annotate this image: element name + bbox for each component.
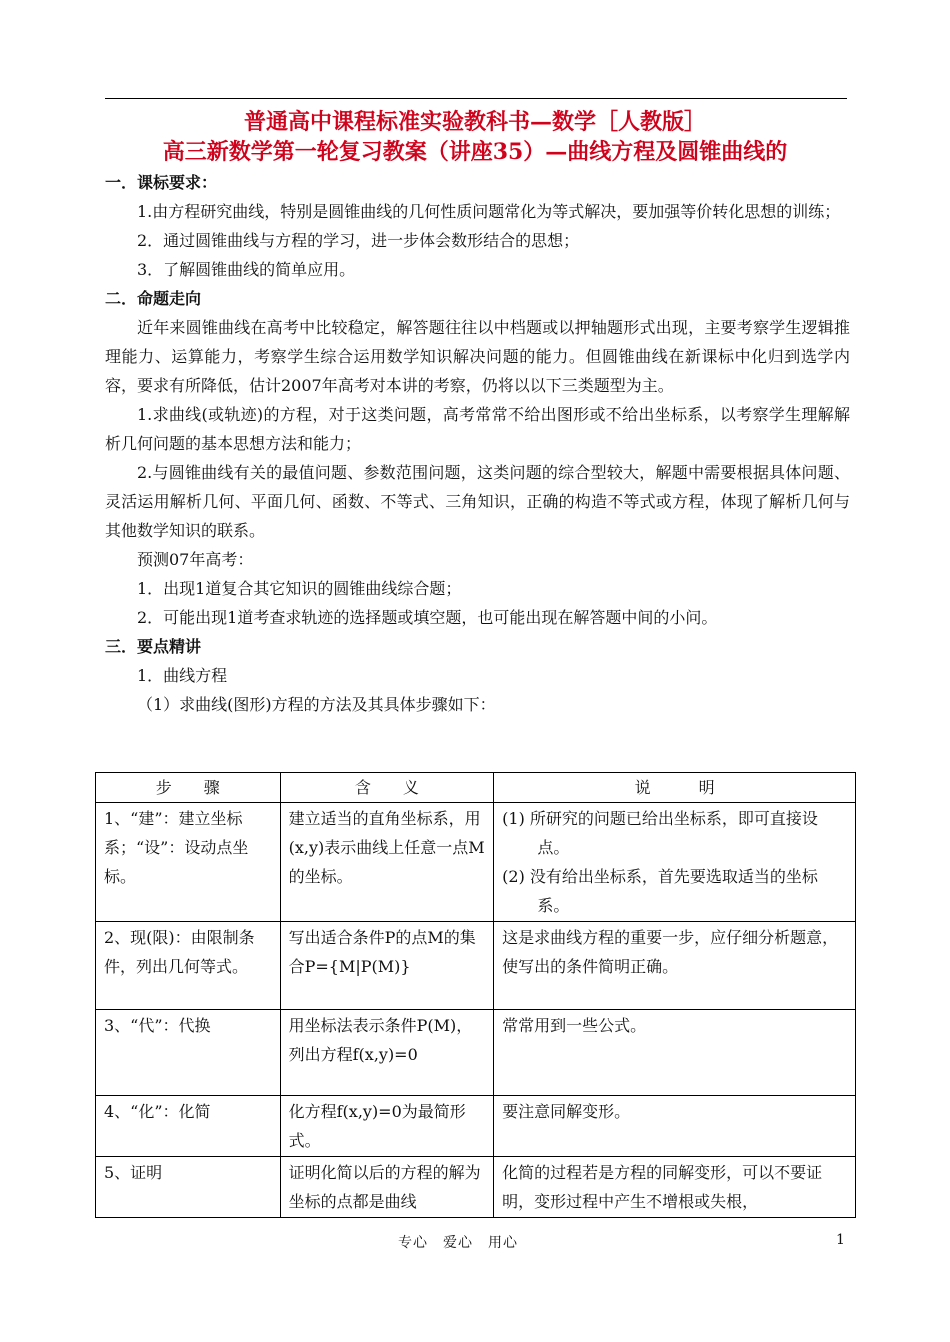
paragraph: 2.与圆锥曲线有关的最值问题、参数范围问题，这类问题的综合型较大，解题中需要根据具体问题、灵活运用解析几何、平面几何、函数、不等式、三角知识，正确的构造不等式或方程，体现了解析几何与其他数学知识的联系。 bbox=[105, 463, 850, 540]
meaning-cell: 用坐标法表示条件P(M)，列出方程f(x,y)=0 bbox=[280, 1010, 494, 1096]
title-line-2: 高三新数学第一轮复习教案（讲座35）—曲线方程及圆锥曲线的 bbox=[162, 139, 788, 165]
table-row bbox=[96, 1096, 856, 1157]
note-item: (1) 所研究的问题已给出坐标系，即可直接设点。 bbox=[502, 809, 818, 857]
column-header: 步 骤 bbox=[96, 773, 281, 803]
paragraph: 1．出现1道复合其它知识的圆锥曲线综合题； bbox=[137, 579, 462, 598]
notes-cell bbox=[494, 803, 856, 922]
step-cell: 2、现(限)：由限制条件，列出几何等式。 bbox=[96, 922, 281, 1010]
page-number: 1 bbox=[836, 1232, 845, 1248]
meaning-cell: 化方程f(x,y)=0为最简形式。 bbox=[280, 1096, 494, 1157]
step-cell: 5、证明 bbox=[96, 1157, 281, 1218]
notes-cell: 这是求曲线方程的重要一步，应仔细分析题意，使写出的条件简明正确。 bbox=[494, 922, 856, 1010]
meaning-cell: 写出适合条件P的点M的集合P={M|P(M)} bbox=[280, 922, 494, 1010]
notes-cell: 要注意同解变形。 bbox=[494, 1096, 856, 1157]
paragraph: 1.由方程研究曲线，特别是圆锥曲线的几何性质问题常化为等式解决，要加强等价转化思想的训练； bbox=[137, 202, 841, 221]
section-heading-1: 一．课标要求： bbox=[105, 173, 218, 192]
column-header: 含 义 bbox=[280, 773, 494, 803]
paragraph: 近年来圆锥曲线在高考中比较稳定，解答题往往以中档题或以押轴题形式出现，主要考察学生逻辑推理能力、运算能力，考察学生综合运用数学知识解决问题的能力。但圆锥曲线在新课标中化归到选学内容，要求有所降低，估计2007年高考对本讲的考察，仍将以以下三类题型为主。 bbox=[105, 318, 850, 395]
table-header-row bbox=[96, 773, 856, 803]
table-row bbox=[96, 803, 856, 922]
paragraph: 2．通过圆锥曲线与方程的学习，进一步体会数形结合的思想； bbox=[137, 231, 580, 250]
body-content bbox=[105, 168, 850, 719]
section-heading-3: 三．要点精讲 bbox=[105, 637, 202, 656]
step-cell: 1、“建”：建立坐标系；“设”：设动点坐标。 bbox=[96, 803, 281, 922]
note-item: (2) 没有给出坐标系，首先要选取适当的坐标系。 bbox=[502, 867, 818, 915]
title-line-1: 普通高中课程标准实验教科书—数学［人教版］ bbox=[243, 109, 706, 135]
header-rule bbox=[105, 98, 847, 99]
meaning-cell: 建立适当的直角坐标系，用(x,y)表示曲线上任意一点M的坐标。 bbox=[280, 803, 494, 922]
section-heading-2: 二．命题走向 bbox=[105, 289, 202, 308]
notes-cell: 常常用到一些公式。 bbox=[494, 1010, 856, 1096]
step-cell: 3、“代”：代换 bbox=[96, 1010, 281, 1096]
paragraph: 1.求曲线(或轨迹)的方程，对于这类问题，高考常常不给出图形或不给出坐标系，以考察学生理解解析几何问题的基本思想方法和能力； bbox=[105, 405, 850, 453]
table-row bbox=[96, 1157, 856, 1218]
step-cell: 4、“化”：化简 bbox=[96, 1096, 281, 1157]
paragraph: 2．可能出现1道考查求轨迹的选择题或填空题，也可能出现在解答题中间的小问。 bbox=[137, 608, 718, 627]
paragraph: 3．了解圆锥曲线的简单应用。 bbox=[137, 260, 356, 279]
table-row bbox=[96, 922, 856, 1010]
subheading: （1）求曲线(图形)方程的方法及其具体步骤如下： bbox=[137, 695, 496, 714]
footer-motto: 专心 爱心 用心 bbox=[398, 1235, 518, 1251]
steps-table bbox=[95, 772, 856, 1218]
notes-cell: 化简的过程若是方程的同解变形，可以不要证明，变形过程中产生不增根或失根， bbox=[494, 1157, 856, 1218]
paragraph: 预测07年高考： bbox=[137, 550, 254, 569]
table-row bbox=[96, 1010, 856, 1096]
meaning-cell: 证明化简以后的方程的解为坐标的点都是曲线 bbox=[280, 1157, 494, 1218]
column-header: 说 明 bbox=[494, 773, 856, 803]
subheading: 1．曲线方程 bbox=[137, 666, 228, 685]
